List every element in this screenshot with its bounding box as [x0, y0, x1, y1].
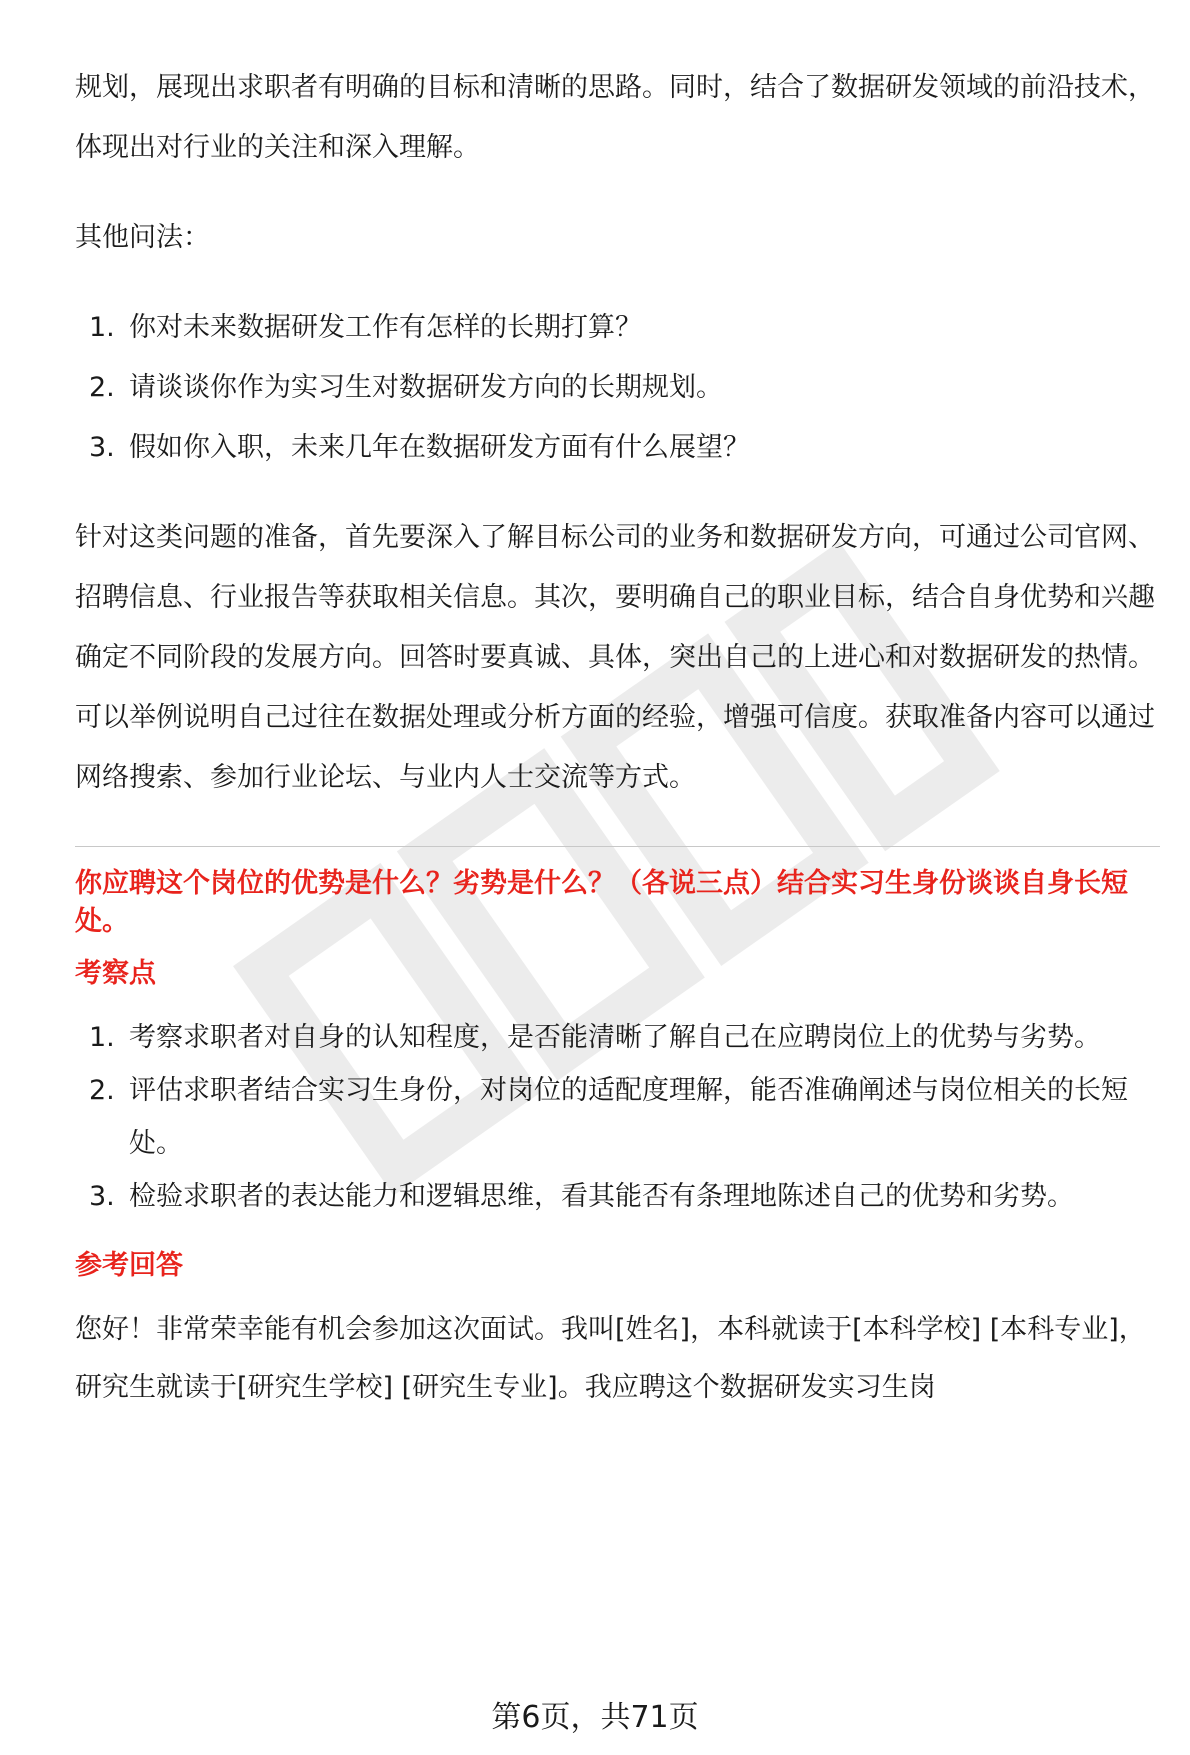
list-item — [75, 1064, 1160, 1170]
list-item — [75, 418, 1160, 478]
list-number: 1. — [89, 312, 115, 343]
section-divider — [75, 846, 1160, 847]
focus-points-heading: 考察点 — [75, 958, 156, 989]
focus-points-list — [75, 1011, 1160, 1223]
list-number: 2. — [89, 372, 115, 403]
list-item — [75, 298, 1160, 358]
question-title: 你应聘这个岗位的优势是什么？劣势是什么？（各说三点）结合实习生身份谈谈自身长短处。 — [75, 868, 1128, 937]
page-number: 第6页，共71页 — [491, 1700, 699, 1735]
document-content — [75, 58, 1160, 1417]
list-number: 3. — [89, 1181, 115, 1212]
preparation-paragraph: 针对这类问题的准备，首先要深入了解目标公司的业务和数据研发方向，可通过公司官网、招聘信息、行业报告等获取相关信息。其次，要明确自己的职业目标，结合自身优势和兴趣确定不同阶段的发展方向。回答时要真诚、具体，突出自己的上进心和对数据研发的热情。可以举例说明自己过往在数据处理或分析方面的经验，增强可信度。获取准备内容可以通过网络搜索、参加行业论坛、与业内人士交流等方式。 — [75, 522, 1155, 793]
list-number: 2. — [89, 1075, 115, 1106]
reference-answer-heading: 参考回答 — [75, 1250, 183, 1281]
list-number: 3. — [89, 432, 115, 463]
list-number: 1. — [89, 1022, 115, 1053]
list-item-text: 假如你入职，未来几年在数据研发方面有什么展望？ — [129, 432, 750, 463]
list-item — [75, 358, 1160, 418]
other-questions-list — [75, 298, 1160, 478]
list-item-text: 请谈谈你作为实习生对数据研发方向的长期规划。 — [129, 372, 723, 403]
list-item — [75, 1011, 1160, 1064]
reference-answer-text: 您好！非常荣幸能有机会参加这次面试。我叫[姓名]，本科就读于[本科学校] [本科专业]，研究生就读于[研究生学校] [研究生专业]。我应聘这个数据研发实习生岗 — [75, 1314, 1146, 1403]
list-item-text: 评估求职者结合实习生身份，对岗位的适配度理解，能否准确阐述与岗位相关的长短处。 — [129, 1075, 1128, 1159]
list-item-text: 你对未来数据研发工作有怎样的长期打算？ — [129, 312, 642, 343]
intro-paragraph: 规划，展现出求职者有明确的目标和清晰的思路。同时，结合了数据研发领域的前沿技术，体现出对行业的关注和深入理解。 — [75, 72, 1155, 163]
list-item — [75, 1170, 1160, 1223]
list-item-text: 考察求职者对自身的认知程度，是否能清晰了解自己在应聘岗位上的优势与劣势。 — [129, 1022, 1101, 1053]
other-questions-label: 其他问法： — [75, 222, 210, 253]
list-item-text: 检验求职者的表达能力和逻辑思维，看其能否有条理地陈述自己的优势和劣势。 — [129, 1181, 1074, 1212]
